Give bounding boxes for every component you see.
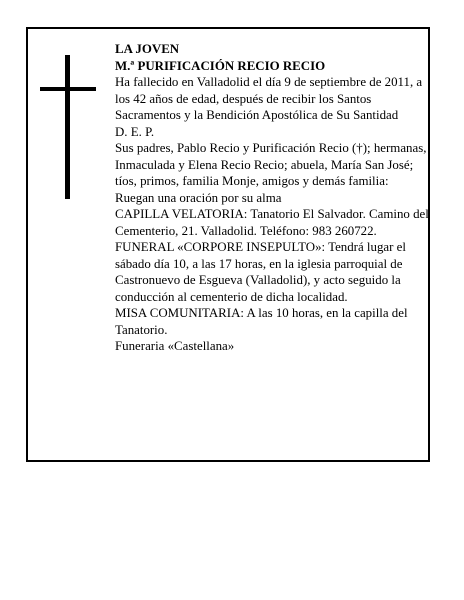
- funeral-home: Funeraria «Castellana»: [115, 339, 235, 353]
- family-list: Sus padres, Pablo Recio y Purificación Recio (†); hermanas, Inmaculada y Elena Recio Recio; abuela, María San José; tíos, primos, familia Monje, amigos y demás familia:: [115, 141, 427, 188]
- funeral-info: FUNERAL «CORPORE INSEPULTO»: Tendrá lugar el sábado día 10, a las 17 horas, en la iglesia parroquial de Castronuevo de Esgueva (Valladolid), y acto seguido la conducción al cementerio de dicha localidad.: [115, 240, 406, 304]
- chapel-info: CAPILLA VELATORIA: Tanatorio El Salvador. Camino del Cementerio, 21. Valladolid. Teléfono: 983 260722.: [115, 207, 429, 238]
- death-announcement: Ha fallecido en Valladolid el día 9 de septiembre de 2011, a los 42 años de edad, después de recibir los Santos Sacramentos y la Bendición Apostólica de Su Santidad: [115, 75, 423, 122]
- prayer-request: Ruegan una oración por su alma: [115, 190, 282, 205]
- deceased-descriptor: LA JOVEN: [115, 42, 180, 56]
- cross-horizontal-bar: [40, 87, 96, 91]
- rip-abbreviation: D. E. P.: [115, 124, 155, 139]
- cross-icon: [40, 55, 96, 199]
- mass-info: MISA COMUNITARIA: A las 10 horas, en la capilla del Tanatorio.: [115, 306, 408, 337]
- obituary-text: [115, 41, 429, 355]
- cross-vertical-bar: [65, 55, 70, 199]
- deceased-name: M.ª PURIFICACIÓN RECIO RECIO: [115, 58, 326, 73]
- obituary-notice-frame: [26, 27, 430, 462]
